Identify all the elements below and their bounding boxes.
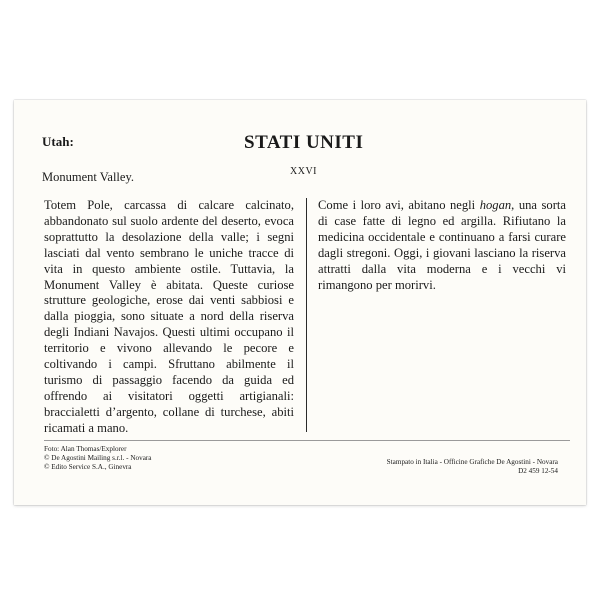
credit-line: © De Agostini Mailing s.r.l. - Novara — [44, 454, 152, 462]
photo-credits — [44, 445, 151, 472]
right-column-text — [318, 198, 566, 434]
card-title: STATI UNITI — [244, 132, 364, 153]
location-name: Monument Valley. — [42, 170, 135, 184]
credit-line: © Edito Service S.A., Ginevra — [44, 463, 132, 471]
card-number: XXVI — [290, 166, 317, 177]
footer-rule — [44, 440, 570, 441]
imprint-code: D2 459 12-54 — [518, 467, 558, 475]
postcard-back — [14, 100, 586, 505]
region-heading: Utah: — [42, 134, 74, 149]
right-text-end: , una sorta di case fatte di legno ed argilla. Rifiutano la medicina occidentale e continuano a farsi curare dagli stregoni. Oggi, i giovani lasciano la riserva attratti dalla vita moderna e i vecchi vi rimangono per morirvi. — [318, 198, 566, 292]
right-text-start: Come i loro avi, abitano negli — [318, 198, 480, 212]
right-text-italic: hogan — [479, 198, 512, 212]
right-paragraph — [318, 198, 566, 293]
left-paragraph: Totem Pole, carcassa di calcare calcinato, abbandonato sul suolo ardente del deserto, evoca soprattutto la desolazione della valle; i segni lasciati dal vento sembrano le uniche tracce di vita in questo ambiente ostile. Tuttavia, la Monument Valley è abitata. Queste curiose strutture geologiche, erose dai venti sabbiosi e dalla pioggia, sono situate a nord della riserva degli Indiani Navajos. Questi ultimi occupano il territorio e vivono allevando le pecore e coltivando i campi. Sfruttano abilmente il turismo di passaggio facendo da guida ed offrendo ai visitatori oggetti artigianali: braccialetti d’argento, collane di turchese, abiti ricamati a mano. — [44, 198, 294, 435]
imprint-line: Stampato in Italia - Officine Grafiche De Agostini - Novara — [386, 458, 558, 466]
credit-line: Foto: Alan Thomas/Explorer — [44, 445, 127, 453]
printer-imprint — [387, 458, 558, 476]
left-column-text — [44, 198, 294, 434]
column-divider — [306, 198, 307, 432]
